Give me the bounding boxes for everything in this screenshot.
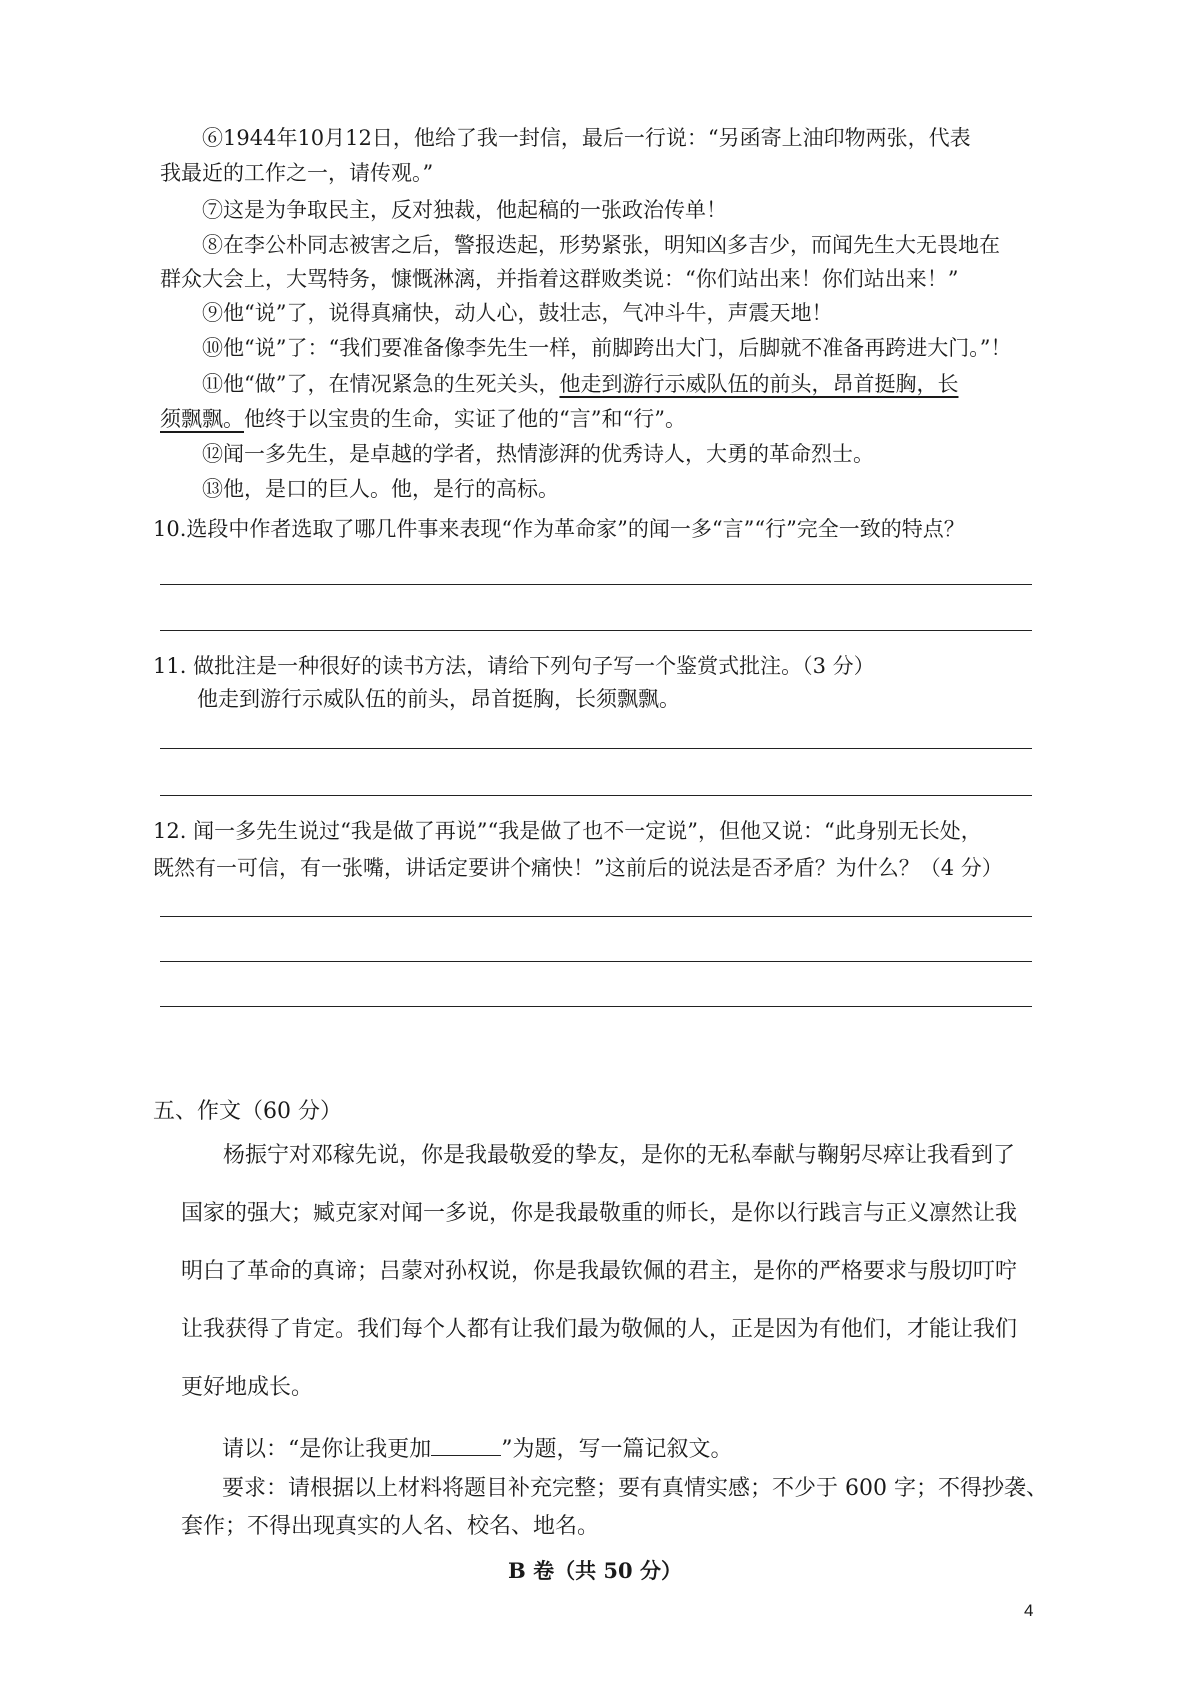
p11-underlined-sentence: 他走到游行示威队伍的前头，昂首挺胸，长 bbox=[559, 372, 959, 396]
passage-p13: ⑬他，是口的巨人。他，是行的高标。 bbox=[202, 477, 559, 501]
passage-p11-line1 bbox=[202, 369, 958, 399]
p11-text-pre: ⑪他“做”了，在情况紧急的生死关头， bbox=[202, 372, 560, 396]
composition-para-line3: 明白了革命的真谛；吕蒙对孙权说，你是我最钦佩的君主，是你的严格要求与殷切叮咛 bbox=[181, 1259, 1018, 1284]
question-12-line1: 12. 闻一多先生说过“我是做了再说”“我是做了也不一定说”，但他又说：“此身别无长处， bbox=[153, 819, 982, 843]
passage-p7: ⑦这是为争取民主，反对独裁，他起稿的一张政治传单！ bbox=[202, 198, 727, 222]
answer-line-q11-2[interactable] bbox=[160, 795, 1032, 796]
answer-line-q10-1[interactable] bbox=[160, 584, 1032, 585]
question-11-sentence: 他走到游行示威队伍的前头，昂首挺胸，长须飘飘。 bbox=[197, 687, 680, 711]
composition-para-line4: 让我获得了肯定。我们每个人都有让我们最为敬佩的人，正是因为有他们，才能让我们 bbox=[181, 1317, 1018, 1342]
section-b-title: B 卷（共 50 分） bbox=[508, 1558, 682, 1583]
question-11: 11. 做批注是一种很好的读书方法，请给下列句子写一个鉴赏式批注。（3 分） bbox=[153, 654, 875, 678]
composition-requirements-line2: 套作；不得出现真实的人名、校名、地名。 bbox=[181, 1514, 600, 1539]
answer-line-q12-1[interactable] bbox=[160, 916, 1032, 917]
passage-p9: ⑨他“说”了，说得真痛快，动人心，鼓壮志，气冲斗牛，声震天地！ bbox=[202, 301, 833, 325]
title-blank[interactable] bbox=[431, 1435, 501, 1456]
passage-p12: ⑫闻一多先生，是卓越的学者，热情澎湃的优秀诗人，大勇的革命烈士。 bbox=[202, 442, 874, 466]
passage-p6-line2: 我最近的工作之一，请传观。” bbox=[160, 161, 434, 185]
passage-p8-line2: 群众大会上，大骂特务，慷慨淋漓，并指着这群败类说：“你们站出来！你们站出来！” bbox=[160, 267, 959, 291]
passage-p6-line1: ⑥1944年10月12日，他给了我一封信，最后一行说：“另函寄上油印物两张，代表 bbox=[202, 126, 971, 150]
passage-p11-line2 bbox=[160, 404, 686, 434]
prompt-pre: 请以：“是你让我更加 bbox=[222, 1437, 432, 1462]
question-12-line2: 既然有一可信，有一张嘴，讲话定要讲个痛快！”这前后的说法是否矛盾？为什么？（4 分） bbox=[153, 856, 1003, 880]
composition-para-line2: 国家的强大；臧克家对闻一多说，你是我最敬重的师长，是你以行践言与正义凛然让我 bbox=[181, 1201, 1018, 1226]
question-10: 10.选段中作者选取了哪几件事来表现“作为革命家”的闻一多“言”“行”完全一致的特点？ bbox=[153, 517, 965, 541]
p11-underlined-end: 须飘飘。 bbox=[160, 407, 244, 431]
answer-line-q11-1[interactable] bbox=[160, 748, 1032, 749]
composition-requirements-line1: 要求：请根据以上材料将题目补充完整；要有真情实感；不少于 600 字；不得抄袭、 bbox=[222, 1476, 1048, 1501]
passage-p8-line1: ⑧在李公朴同志被害之后，警报迭起，形势紧张，明知凶多吉少，而闻先生大无畏地在 bbox=[202, 233, 1000, 257]
composition-para-line1: 杨振宁对邓稼先说，你是我最敬爱的挚友，是你的无私奉献与鞠躬尽瘁让我看到了 bbox=[223, 1143, 1016, 1168]
answer-line-q10-2[interactable] bbox=[160, 630, 1032, 631]
prompt-post: ”为题，写一篇记叙文。 bbox=[501, 1437, 733, 1462]
passage-p10: ⑩他“说”了：“我们要准备像李先生一样，前脚跨出大门，后脚就不准备再跨进大门。”！ bbox=[202, 336, 1012, 360]
answer-line-q12-2[interactable] bbox=[160, 961, 1032, 962]
answer-line-q12-3[interactable] bbox=[160, 1006, 1032, 1007]
composition-para-line5: 更好地成长。 bbox=[181, 1375, 314, 1400]
p11-text-post: 他终于以宝贵的生命，实证了他的“言”和“行”。 bbox=[244, 407, 686, 431]
composition-prompt bbox=[222, 1434, 733, 1466]
page-number: 4 bbox=[1024, 1601, 1034, 1620]
composition-title: 五、作文（60 分） bbox=[153, 1099, 342, 1124]
